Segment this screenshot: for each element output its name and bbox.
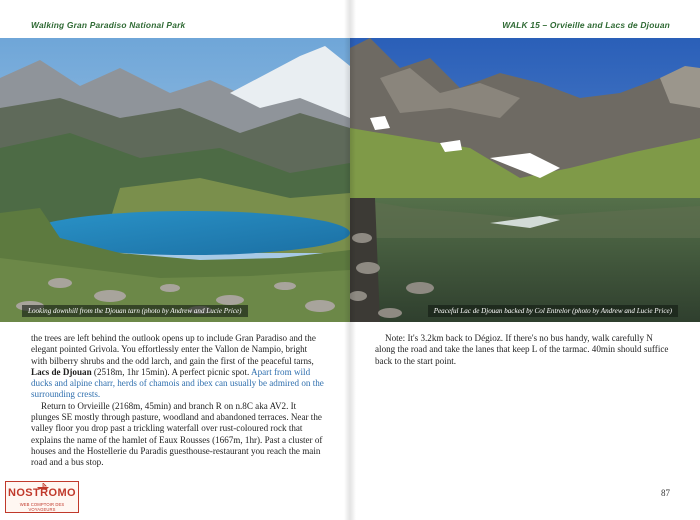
photo-landscape-left	[0, 38, 350, 322]
running-head-right: WALK 15 – Orvieille and Lacs de Djouan	[502, 20, 670, 30]
paragraph-1	[31, 333, 325, 401]
photo-landscape-right	[350, 38, 700, 322]
logo-name: NOSTROMO	[8, 487, 76, 499]
page-number: 87	[661, 488, 670, 498]
right-page	[350, 0, 700, 520]
body-text-left	[31, 333, 325, 469]
photo-djouan-tarn-downhill	[0, 38, 350, 322]
logo-tagline: WEB COMPTOIR DES VOYAGEURS	[19, 502, 65, 512]
paragraph-1-text-a: the trees are left behind the outlook opens up to include Gran Paradiso and the elegant pointed Grivola. You effortlessly enter the Vallon de Nampio, bright with bilberry shrubs and the odd larch, and gain the first of the peaceful tarns,	[31, 333, 316, 366]
note-line-2: along the road and take the lanes that keep L of the tarmac. 40min should suffice	[375, 344, 669, 355]
photo-caption-left: Looking downhill from the Djouan tarn (photo by Andrew and Lucie Price)	[22, 305, 248, 317]
body-text-right	[375, 333, 675, 367]
nostromo-logo	[5, 481, 79, 513]
photo-lac-de-djouan	[350, 38, 700, 322]
paragraph-2: Return to Orvieille (2168m, 45min) and branch R on n.8C aka AV2. It plunges SE mostly through pasture, woodland and abandoned terraces. Near the valley floor you drop past a trickling waterfall over rust-coloured rock that explains the name of the hamlet of Eaux Rousses (1667m, 1hr). Past a cluster of houses and the Hostellerie du Paradis guesthouse-restaurant you reach the main road and a bus stop.	[31, 400, 323, 468]
wildlife-note: Apart from wild ducks and alpine charr, herds of chamois and ibex can usually be admired on the surrounding crests.	[31, 366, 324, 400]
photo-caption-right: Peaceful Lac de Djouan backed by Col Entrelor (photo by Andrew and Lucie Price)	[428, 305, 678, 317]
note-line-1: Note: It's 3.2km back to Dégioz. If there's no bus handy, walk carefully N	[385, 333, 653, 343]
note-line-3: back to the start point.	[375, 355, 457, 366]
running-head-left: Walking Gran Paradiso National Park	[31, 20, 186, 30]
paragraph-1-text-b: (2518m, 1hr 15min). A perfect picnic spot.	[91, 366, 252, 377]
lake-name-bold: Lacs de Djouan	[31, 366, 92, 377]
